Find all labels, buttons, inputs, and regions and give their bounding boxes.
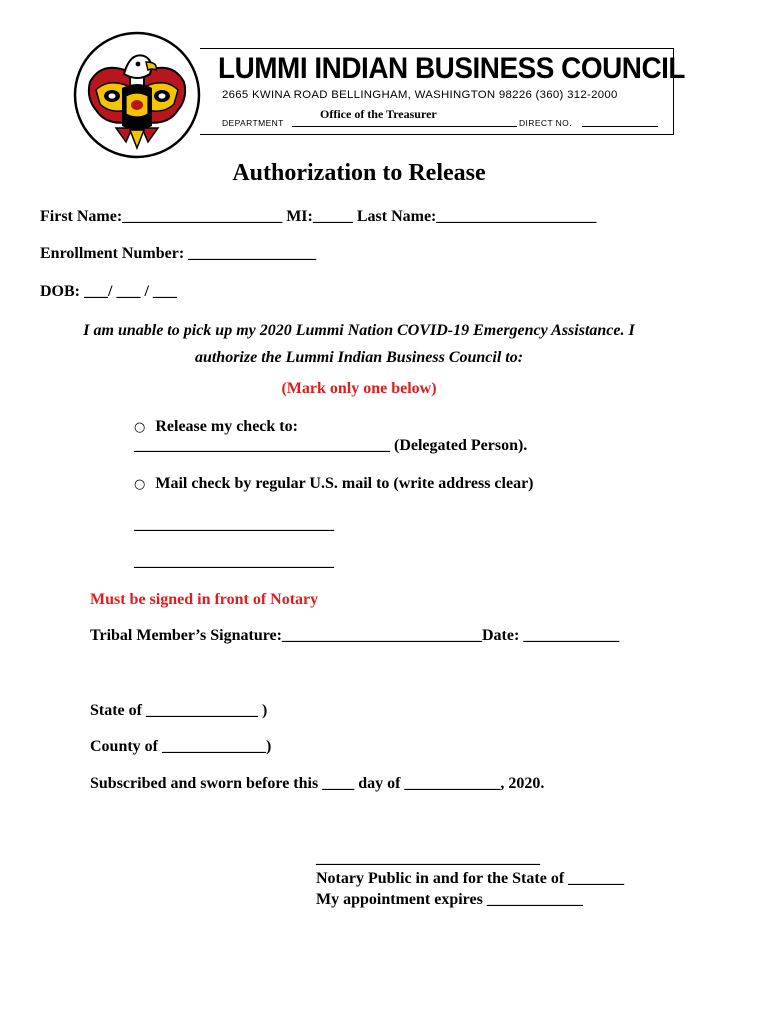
option-release-check[interactable] — [134, 418, 298, 436]
department-label: DEPARTMENT — [222, 118, 284, 128]
county-field[interactable]: County of _____________) — [90, 738, 272, 755]
mail-address-field-1[interactable]: _________________________ — [134, 516, 334, 533]
name-field-line[interactable]: First Name:____________________ MI:_____ Last Name:____________________ — [40, 208, 597, 225]
authorization-line-1: I am unable to pick up my 2020 Lummi Nation COVID-19 Emergency Assistance. I — [83, 322, 635, 339]
direct-no-label: DIRECT NO. — [519, 118, 572, 128]
notary-signature-field[interactable]: ____________________________ — [316, 850, 540, 867]
circle-bullet-icon[interactable]: ○ — [134, 420, 146, 435]
enrollment-number-field[interactable]: Enrollment Number: ________________ — [40, 245, 317, 262]
signature-date-field[interactable]: Tribal Member’s Signature:_________________________Date: ____________ — [90, 627, 620, 644]
authorization-line-2: authorize the Lummi Indian Business Council to: — [194, 349, 524, 366]
notary-state-field[interactable]: Notary Public in and for the State of _______ — [316, 870, 625, 887]
dob-field[interactable]: DOB: ___/ ___ / ___ — [40, 283, 177, 300]
eagle-emblem-icon — [72, 30, 202, 160]
delegated-person-field[interactable]: ________________________________ (Delegated Person). — [134, 437, 528, 454]
option-mail-label: Mail check by regular U.S. mail to (write address clear) — [155, 475, 534, 492]
state-field[interactable]: State of ______________ ) — [90, 702, 268, 719]
mark-one-instruction: (Mark only one below) — [281, 380, 437, 397]
circle-bullet-icon[interactable]: ○ — [134, 477, 146, 492]
notary-warning: Must be signed in front of Notary — [90, 591, 319, 608]
sworn-statement-field[interactable]: Subscribed and sworn before this ____ day of ____________, 2020. — [90, 775, 545, 792]
direct-no-field[interactable] — [582, 126, 658, 127]
org-name: LUMMI INDIAN BUSINESS COUNCIL — [218, 52, 686, 85]
department-value: Office of the Treasurer — [320, 107, 437, 121]
option-release-label: Release my check to: — [155, 418, 298, 435]
option-mail-check[interactable] — [134, 475, 534, 493]
appointment-expires-field[interactable]: My appointment expires ____________ — [316, 891, 583, 908]
mail-address-field-2[interactable]: _________________________ — [134, 553, 334, 570]
department-underline — [292, 126, 517, 127]
lummi-logo — [72, 30, 202, 160]
form-title: Authorization to Release — [232, 160, 486, 186]
authorization-statement — [40, 317, 678, 371]
org-address: 2665 KWINA ROAD BELLINGHAM, WASHINGTON 98226 (360) 312-2000 — [222, 89, 618, 101]
